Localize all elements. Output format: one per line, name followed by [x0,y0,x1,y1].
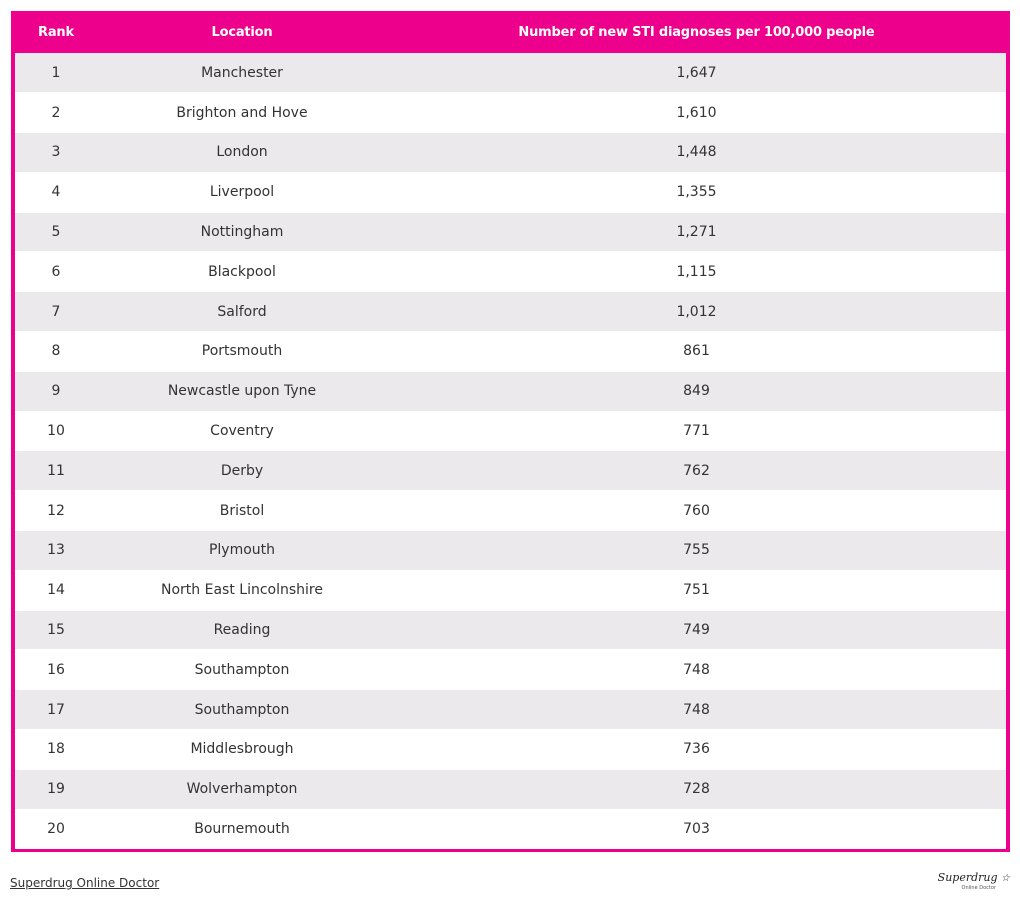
table-row [15,451,1006,491]
table-row [15,730,1006,770]
table-row [15,411,1006,451]
sti-table-container [11,11,1010,852]
table-row [15,610,1006,650]
table-row [15,690,1006,730]
rank-cell: 13 [15,531,97,571]
rank-cell: 5 [15,212,97,252]
diagnoses-cell: 1,355 [387,172,1006,212]
rank-cell: 1 [15,53,97,93]
rank-cell: 2 [15,93,97,133]
location-cell: Plymouth [97,531,387,571]
diagnoses-cell: 760 [387,491,1006,531]
header-location: Location [211,24,273,40]
table-row [15,252,1006,292]
table-row [15,769,1006,809]
rank-cell: 19 [15,769,97,809]
diagnoses-cell: 751 [387,570,1006,610]
table-row [15,531,1006,571]
location-cell: Nottingham [97,212,387,252]
rank-cell: 11 [15,451,97,491]
superdrug-online-doctor-link[interactable]: Superdrug Online Doctor [10,876,160,890]
header-row [15,11,1006,53]
location-cell: Southampton [97,650,387,690]
location-cell: Manchester [97,53,387,93]
table-row [15,133,1006,173]
diagnoses-cell: 1,448 [387,133,1006,173]
header-rank: Rank [38,24,74,40]
diagnoses-cell: 1,647 [387,53,1006,93]
diagnoses-cell: 849 [387,371,1006,411]
table-row [15,172,1006,212]
location-cell: Reading [97,610,387,650]
rank-cell: 10 [15,411,97,451]
superdrug-logo [934,872,1010,892]
location-cell: Newcastle upon Tyne [97,371,387,411]
table-header [15,11,1006,53]
diagnoses-cell: 748 [387,650,1006,690]
table-row [15,93,1006,133]
location-cell: Brighton and Hove [97,93,387,133]
rank-cell: 9 [15,371,97,411]
location-cell: Southampton [97,690,387,730]
diagnoses-cell: 736 [387,730,1006,770]
rank-cell: 3 [15,133,97,173]
rank-cell: 8 [15,332,97,372]
table-row [15,809,1006,849]
logo-subtext: Online Doctor [961,885,996,891]
diagnoses-cell: 762 [387,451,1006,491]
location-cell: London [97,133,387,173]
location-cell: Bristol [97,491,387,531]
rank-cell: 15 [15,610,97,650]
rank-cell: 17 [15,690,97,730]
location-cell: Derby [97,451,387,491]
table-row [15,570,1006,610]
location-cell: Liverpool [97,172,387,212]
diagnoses-cell: 749 [387,610,1006,650]
table-row [15,650,1006,690]
location-cell: Coventry [97,411,387,451]
diagnoses-cell: 861 [387,332,1006,372]
location-cell: Portsmouth [97,332,387,372]
location-cell: Salford [97,292,387,332]
table-row [15,371,1006,411]
table-row [15,212,1006,252]
rank-cell: 4 [15,172,97,212]
sti-table [15,11,1006,849]
diagnoses-cell: 1,012 [387,292,1006,332]
location-cell: Bournemouth [97,809,387,849]
star-icon: ☆ [1001,873,1010,884]
rank-cell: 20 [15,809,97,849]
diagnoses-cell: 748 [387,690,1006,730]
diagnoses-cell: 771 [387,411,1006,451]
table-row [15,332,1006,372]
rank-cell: 14 [15,570,97,610]
rank-cell: 12 [15,491,97,531]
location-cell: North East Lincolnshire [97,570,387,610]
table-row [15,53,1006,93]
diagnoses-cell: 1,610 [387,93,1006,133]
location-cell: Wolverhampton [97,769,387,809]
table-row [15,491,1006,531]
table-row [15,292,1006,332]
location-cell: Middlesbrough [97,730,387,770]
diagnoses-cell: 1,271 [387,212,1006,252]
rank-cell: 6 [15,252,97,292]
diagnoses-cell: 728 [387,769,1006,809]
rank-cell: 16 [15,650,97,690]
diagnoses-cell: 703 [387,809,1006,849]
rank-cell: 7 [15,292,97,332]
header-diagnoses: Number of new STI diagnoses per 100,000 people [518,24,875,40]
diagnoses-cell: 1,115 [387,252,1006,292]
table-body [15,53,1006,849]
rank-cell: 18 [15,730,97,770]
location-cell: Blackpool [97,252,387,292]
diagnoses-cell: 755 [387,531,1006,571]
logo-text: Superdrug [937,871,998,884]
